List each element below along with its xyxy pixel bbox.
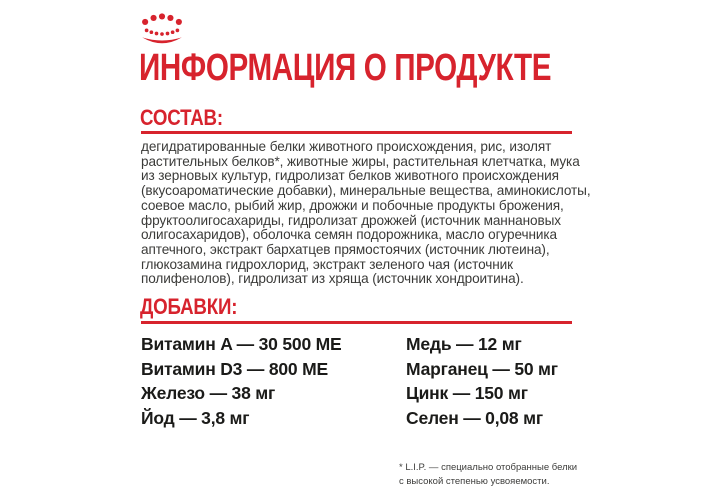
additives-heading: ДОБАВКИ: — [140, 294, 238, 319]
additive-item: Йод — 3,8 мг — [141, 407, 250, 428]
footnote-line: с высокой степенью усвояемости. — [399, 475, 550, 487]
composition-line: олигосахаридов), оболочка семян подорожника, масло огуречника — [141, 227, 557, 243]
composition-line: аптечного, экстракт бархатцев прямостоячих (источник лютеина), — [141, 241, 550, 257]
composition-line: глюкозамина гидрохлорид, экстракт зеленого чая (источник — [141, 256, 513, 272]
royal-canin-crown-icon — [140, 11, 184, 49]
page-title: ИНФОРМАЦИЯ О ПРОДУКТЕ — [139, 47, 552, 89]
composition-line: из зерновых культур, гидролизат белков животного происхождения — [141, 168, 559, 184]
additive-item: Селен — 0,08 мг — [406, 407, 543, 428]
composition-heading: СОСТАВ: — [140, 105, 223, 130]
additive-item: Витамин A — 30 500 МЕ — [141, 334, 342, 354]
composition-line: растительных белков*, животные жиры, растительная клетчатка, мука — [141, 153, 580, 169]
additives-divider — [141, 321, 572, 324]
composition-line: соевое масло, рыбий жир, дрожжи и побочные продукты брожения, — [141, 197, 564, 213]
composition-line: дегидратированные белки животного происхождения, рис, изолят — [141, 139, 552, 154]
additives-left-column — [141, 332, 342, 430]
additive-item: Цинк — 150 мг — [406, 383, 528, 403]
composition-text — [141, 140, 591, 287]
composition-line: (вкусоароматические добавки), минеральные вещества, аминокислоты, — [141, 183, 591, 199]
additive-item: Витамин D3 — 800 МЕ — [141, 358, 328, 379]
additive-item: Железо — 38 мг — [141, 383, 276, 403]
additive-item: Марганец — 50 мг — [406, 358, 558, 379]
composition-divider — [141, 131, 572, 134]
additive-item: Медь — 12 мг — [406, 334, 522, 354]
composition-line: полифенолов), гидролизат из хряща (источник хондроитина). — [141, 271, 524, 287]
additives-right-column — [406, 332, 558, 430]
lip-footnote — [399, 461, 577, 488]
composition-line: фруктоолигосахариды, гидролизат дрожжей (источник маннановых — [141, 212, 561, 228]
footnote-line: * L.I.P. — специально отобранные белки — [399, 462, 578, 473]
